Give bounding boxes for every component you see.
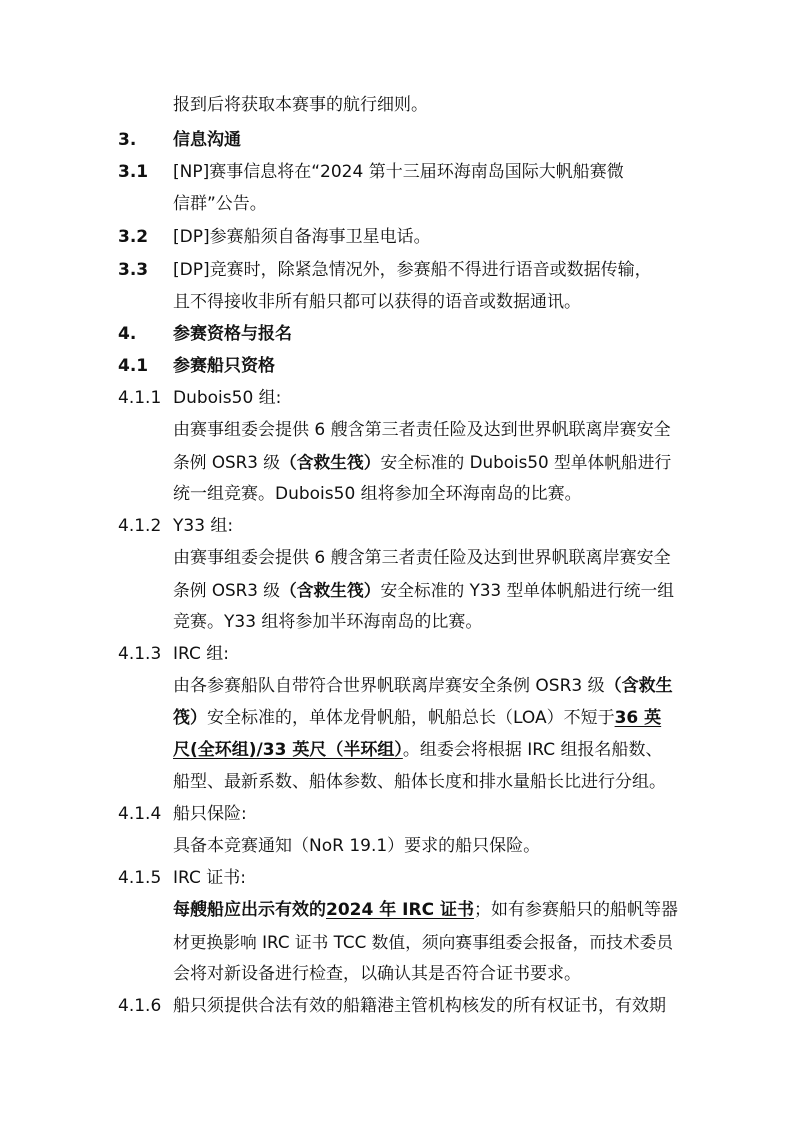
clause-3-3-cont xyxy=(0,286,794,318)
continuation-line xyxy=(0,89,794,121)
item-text xyxy=(173,734,662,766)
clause-title: 参赛船只资格 xyxy=(173,356,275,376)
item-4-1-1-line xyxy=(0,446,794,478)
clause-text: [DP]参赛船须自备海事卫星电话。 xyxy=(173,227,431,247)
clause-number: 3.2 xyxy=(118,227,149,247)
item-title: IRC 证书: xyxy=(173,868,246,888)
liferaft-note: （含救生筏） xyxy=(280,580,381,600)
text-run: 安全标准的 Y33 型单体帆船进行统一组 xyxy=(380,580,674,600)
liferaft-note: （含救生筏） xyxy=(280,452,381,472)
item-text: 统一组竞赛。Dubois50 组将参加全环海南岛的比赛。 xyxy=(173,484,582,504)
item-4-1-1-line xyxy=(0,478,794,510)
item-text xyxy=(173,670,673,702)
item-text xyxy=(173,894,678,926)
clause-text: 且不得接收非所有船只都可以获得的语音或数据通讯。 xyxy=(173,292,581,312)
clause-3-3 xyxy=(0,254,794,286)
item-number: 4.1.4 xyxy=(118,804,162,824)
text-run: 由各参赛船队自带符合世界帆联离岸赛安全条例 OSR3 级 xyxy=(173,676,605,696)
item-4-1-1 xyxy=(0,382,794,414)
text-run: 条例 OSR3 级 xyxy=(173,580,281,600)
clause-number: 4.1 xyxy=(118,356,149,376)
item-4-1-5-line xyxy=(0,958,794,990)
item-4-1-6 xyxy=(0,990,794,1022)
section-3-heading xyxy=(0,124,794,156)
section-title: 信息沟通 xyxy=(173,130,241,150)
certificate-year: 2024 年 IRC 证书 xyxy=(326,900,474,920)
clause-number: 3.3 xyxy=(118,260,149,280)
item-number: 4.1.5 xyxy=(118,868,162,888)
item-text: 材更换影响 IRC 证书 TCC 数值，须向赛事组委会报备，而技术委员 xyxy=(173,932,674,952)
item-4-1-3-line xyxy=(0,670,794,702)
item-text: 船型、最新系数、船体参数、船体长度和排水量船长比进行分组。 xyxy=(173,772,666,792)
section-4-heading xyxy=(0,318,794,350)
item-4-1-4 xyxy=(0,798,794,830)
item-number: 4.1.2 xyxy=(118,516,162,536)
length-requirement: 36 英 xyxy=(614,708,662,728)
text-run: ；如有参赛船只的船帆等器 xyxy=(473,900,678,920)
clause-text: [NP]赛事信息将在“2024 第十三届环海南岛国际大帆船赛微 xyxy=(173,162,624,182)
clause-text: 信群”公告。 xyxy=(173,194,267,214)
clause-text: [DP]竞赛时，除紧急情况外，参赛船不得进行语音或数据传输， xyxy=(173,260,652,280)
section-number: 4. xyxy=(118,324,137,344)
item-4-1-2-line xyxy=(0,574,794,606)
clause-4-1-heading xyxy=(0,350,794,382)
item-4-1-3-line xyxy=(0,702,794,734)
clause-3-2 xyxy=(0,221,794,253)
item-number: 4.1.3 xyxy=(118,644,162,664)
item-title: Dubois50 组: xyxy=(173,388,282,408)
item-title: IRC 组: xyxy=(173,644,229,664)
text-run: 条例 OSR3 级 xyxy=(173,452,281,472)
liferaft-note: （含救生 xyxy=(604,676,673,696)
item-4-1-1-line xyxy=(0,414,794,446)
item-text xyxy=(173,446,671,478)
item-4-1-3-line xyxy=(0,734,794,766)
item-4-1-5-line xyxy=(0,926,794,958)
item-4-1-4-line xyxy=(0,830,794,862)
item-title: 船只保险: xyxy=(173,804,247,824)
item-text: 竞赛。Y33 组将参加半环海南岛的比赛。 xyxy=(173,612,483,632)
section-number: 3. xyxy=(118,130,137,150)
item-4-1-5-line xyxy=(0,894,794,926)
clause-number: 3.1 xyxy=(118,162,149,182)
item-text: 具备本竞赛通知（NoR 19.1）要求的船只保险。 xyxy=(173,836,541,856)
section-title: 参赛资格与报名 xyxy=(173,324,292,344)
length-requirement: 尺(全环组)/33 英尺（半环组） xyxy=(173,740,403,760)
item-4-1-2-line xyxy=(0,606,794,638)
item-4-1-3 xyxy=(0,638,794,670)
item-4-1-2 xyxy=(0,510,794,542)
clause-3-1 xyxy=(0,156,794,188)
item-text: 由赛事组委会提供 6 艘含第三者责任险及达到世界帆联离岸赛安全 xyxy=(173,420,671,440)
liferaft-note: 筏） xyxy=(173,708,207,728)
item-text xyxy=(173,702,661,734)
item-number: 4.1.6 xyxy=(118,996,162,1016)
paragraph-text: 报到后将获取本赛事的航行细则。 xyxy=(173,95,428,115)
text-run: 安全标准的 Dubois50 型单体帆船进行 xyxy=(380,452,672,472)
item-4-1-3-line xyxy=(0,766,794,798)
item-text xyxy=(173,574,674,606)
item-title: Y33 组: xyxy=(173,516,234,536)
item-4-1-2-line xyxy=(0,542,794,574)
item-text: 船只须提供合法有效的船籍港主管机构核发的所有权证书，有效期 xyxy=(173,996,666,1016)
item-4-1-5 xyxy=(0,862,794,894)
item-text: 由赛事组委会提供 6 艘含第三者责任险及达到世界帆联离岸赛安全 xyxy=(173,548,671,568)
certificate-requirement: 每艘船应出示有效的 xyxy=(173,900,326,920)
item-number: 4.1.1 xyxy=(118,388,162,408)
item-text: 会将对新设备进行检查，以确认其是否符合证书要求。 xyxy=(173,964,581,984)
text-run: 。组委会将根据 IRC 组报名船数、 xyxy=(402,740,663,760)
text-run: 安全标准的，单体龙骨帆船，帆船总长（LOA）不短于 xyxy=(207,708,615,728)
clause-3-1-cont xyxy=(0,188,794,220)
